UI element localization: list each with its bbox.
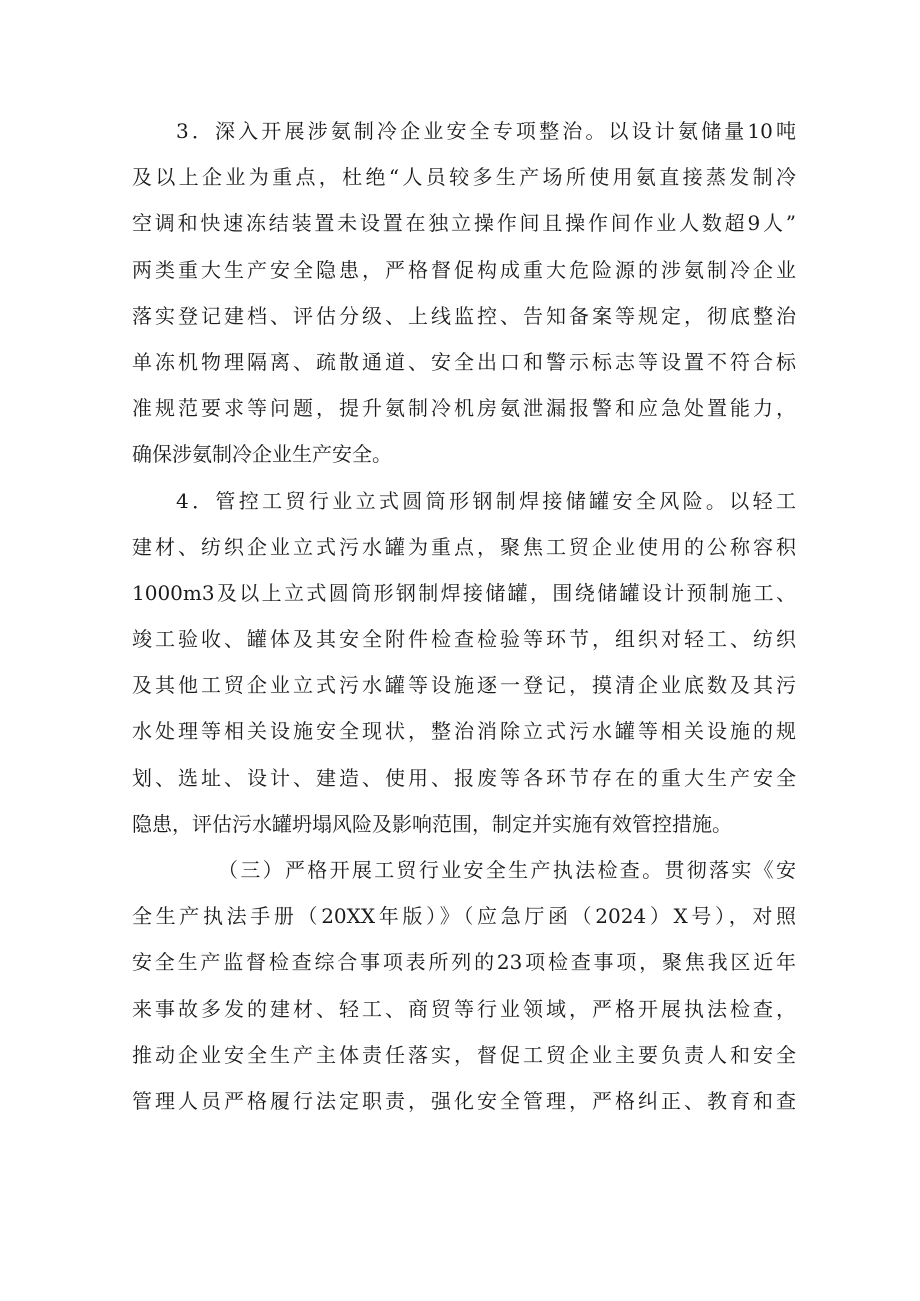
paragraph-line: 全生产执法手册（20XX年版）》（应急厅函（2024）X号），对照 — [132, 904, 796, 929]
paragraph-line: 单冻机物理隔离、疏散通道、安全出口和警示标志等设置不符合标 — [132, 349, 796, 374]
paragraph-line: 及其他工贸企业立式污水罐等设施逐一登记，摸清企业底数及其污 — [132, 673, 796, 698]
paragraph-line: 竣工验收、罐体及其安全附件检查检验等环节，组织对轻工、纺织 — [132, 627, 796, 652]
paragraph-line: 划、选址、设计、建造、使用、报废等各环节存在的重大生产安全 — [132, 765, 796, 790]
paragraph-line: 及以上企业为重点，杜绝“人员较多生产场所使用氨直接蒸发制冷 — [132, 165, 796, 190]
paragraph-line: 3．深入开展涉氨制冷企业安全专项整治。以设计氨储量10吨 — [176, 119, 796, 143]
paragraph-ammonia-refrigeration — [132, 108, 796, 478]
paragraph-line: 来事故多发的建材、轻工、商贸等行业领域，严格开展执法检查， — [132, 996, 796, 1021]
paragraph-line: 隐患，评估污水罐坍塌风险及影响范围，制定并实施有效管控措施。 — [132, 811, 732, 836]
paragraph-line: 建材、纺织企业立式污水罐为重点，聚焦工贸企业使用的公称容积 — [132, 534, 796, 559]
paragraph-line: 两类重大生产安全隐患，严格督促构成重大危险源的涉氨制冷企业 — [132, 257, 796, 282]
paragraph-line: 准规范要求等问题，提升氨制冷机房氨泄漏报警和应急处置能力， — [132, 396, 796, 421]
paragraph-line: 1000m3及以上立式圆筒形钢制焊接储罐，围绕储罐设计预制施工、 — [132, 580, 796, 605]
document-body — [132, 108, 796, 1124]
paragraph-line: 安全生产监督检查综合事项表所列的23项检查事项，聚焦我区近年 — [132, 950, 796, 975]
paragraph-line: 确保涉氨制冷企业生产安全。 — [132, 442, 392, 467]
paragraph-line: 推动企业安全生产主体责任落实，督促工贸企业主要负责人和安全 — [132, 1042, 796, 1067]
paragraph-line: 空调和快速冻结装置未设置在独立操作间且操作间作业人数超9人” — [132, 211, 796, 236]
paragraph-line: 管理人员严格履行法定职责，强化安全管理，严格纠正、教育和查 — [132, 1088, 796, 1113]
paragraph-line: 水处理等相关设施安全现状，整治消除立式污水罐等相关设施的规 — [132, 719, 796, 744]
paragraph-storage-tanks — [132, 478, 796, 848]
paragraph-law-enforcement — [132, 847, 796, 1124]
paragraph-line: 4．管控工贸行业立式圆筒形钢制焊接储罐安全风险。以轻工 — [176, 488, 796, 513]
paragraph-line: 落实登记建档、评估分级、上线监控、告知备案等规定，彻底整治 — [132, 303, 796, 328]
paragraph-line: （三）严格开展工贸行业安全生产执法检查。贯彻落实《安 — [218, 858, 796, 882]
